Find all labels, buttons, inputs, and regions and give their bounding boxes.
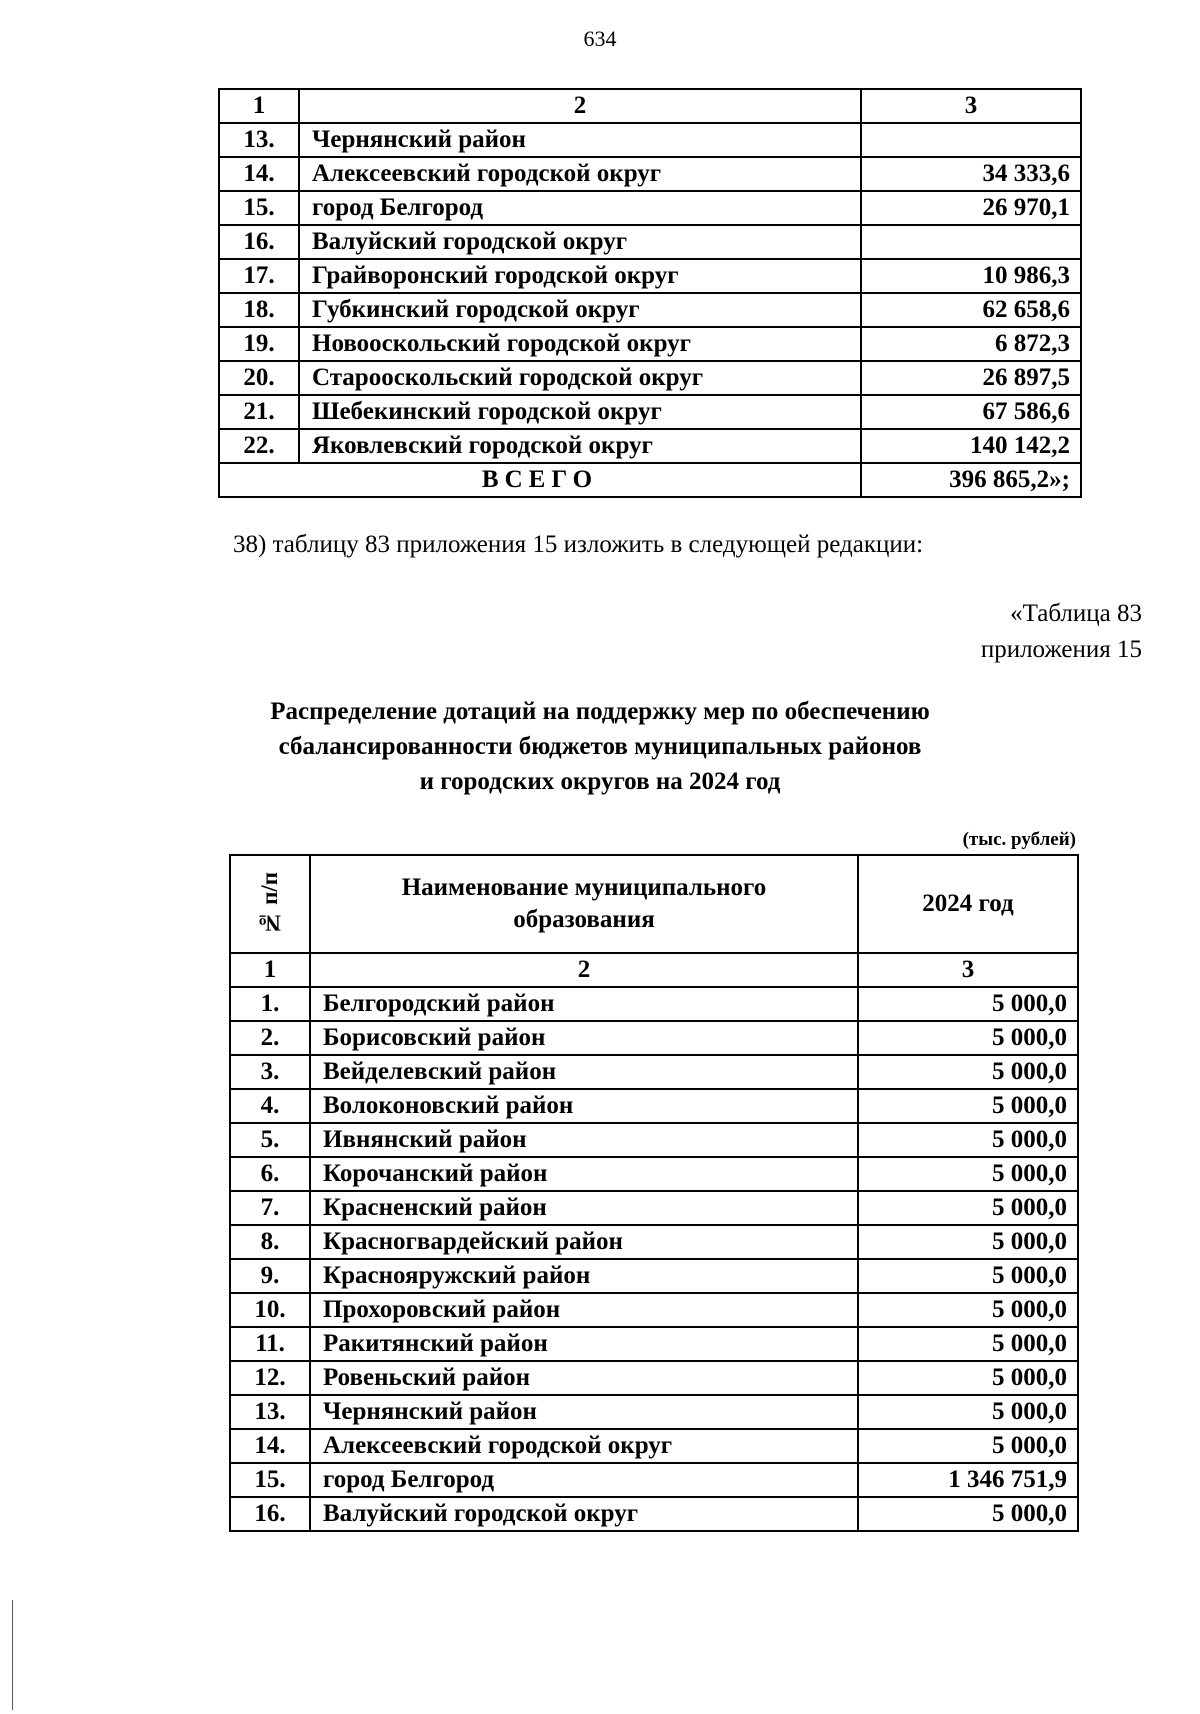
row-value: 67 586,6 [861,395,1081,429]
col-num-header-text: № п/п [257,872,282,936]
table-row [230,1089,1078,1123]
row-value: 5 000,0 [858,1429,1078,1463]
scan-margin-line [12,1600,13,1710]
row-number: 3. [230,1055,310,1089]
row-name: Красногвардейский район [310,1225,858,1259]
row-value: 5 000,0 [858,1327,1078,1361]
row-value: 5 000,0 [858,1225,1078,1259]
row-number: 10. [230,1293,310,1327]
row-name: Алексеевский городской округ [299,157,861,191]
table-caption-line: приложения 15 [980,636,1142,663]
row-value: 5 000,0 [858,1259,1078,1293]
main-table-index-row [230,953,1078,987]
row-name: Шебекинский городской округ [299,395,861,429]
row-number: 19. [219,327,299,361]
row-value: 34 333,6 [861,157,1081,191]
title-line: Распределение дотаций на поддержку мер по обеспечению [270,698,930,725]
table-row [230,1429,1078,1463]
row-value: 5 000,0 [858,1089,1078,1123]
row-name: Чернянский район [310,1395,858,1429]
row-value: 5 000,0 [858,1361,1078,1395]
row-value [861,123,1081,157]
row-name: город Белгород [299,191,861,225]
row-number: 1. [230,987,310,1021]
row-value: 6 872,3 [861,327,1081,361]
row-number: 4. [230,1089,310,1123]
table-row [219,395,1081,429]
table-row [219,361,1081,395]
table-row [230,1293,1078,1327]
row-value: 5 000,0 [858,1055,1078,1089]
index-cell: 3 [861,89,1081,123]
row-number: 11. [230,1327,310,1361]
table-row [230,1123,1078,1157]
index-cell: 1 [230,953,310,987]
row-name: Прохоровский район [310,1293,858,1327]
row-value: 140 142,2 [861,429,1081,463]
total-row [219,463,1081,497]
row-number: 15. [219,191,299,225]
index-cell: 1 [219,89,299,123]
row-value: 5 000,0 [858,1157,1078,1191]
table-caption-line: «Таблица 83 [1010,600,1142,627]
instruction-text: 38) таблицу 83 приложения 15 изложить в следующей редакции: [233,531,924,558]
row-number: 8. [230,1225,310,1259]
row-name: Краснояружский район [310,1259,858,1293]
col-name-header-line: Наименование муниципального [401,874,767,901]
table-row [230,1225,1078,1259]
row-name: Красненский район [310,1191,858,1225]
row-number: 12. [230,1361,310,1395]
row-value: 5 000,0 [858,1497,1078,1531]
table-row [219,191,1081,225]
table-row [230,1259,1078,1293]
table-row [230,987,1078,1021]
row-number: 18. [219,293,299,327]
row-name: Губкинский городской округ [299,293,861,327]
top-table-index-row [219,89,1081,123]
main-table [229,854,1079,1532]
row-number: 20. [219,361,299,395]
index-cell: 2 [310,953,858,987]
row-name: Ракитянский район [310,1327,858,1361]
title-line: и городских округов на 2024 год [419,768,781,795]
units-label: (тыс. рублей) [962,829,1076,850]
row-number: 5. [230,1123,310,1157]
table-row [219,157,1081,191]
index-cell: 3 [858,953,1078,987]
row-name: Валуйский городской округ [299,225,861,259]
index-cell: 2 [299,89,861,123]
row-number: 13. [219,123,299,157]
row-number: 16. [219,225,299,259]
table-row [219,225,1081,259]
row-number: 14. [219,157,299,191]
row-name: Алексеевский городской округ [310,1429,858,1463]
row-number: 16. [230,1497,310,1531]
table-row [219,429,1081,463]
row-value: 1 346 751,9 [858,1463,1078,1497]
row-name: Борисовский район [310,1021,858,1055]
row-number: 21. [219,395,299,429]
table-row [230,1497,1078,1531]
row-number: 2. [230,1021,310,1055]
row-name: Белгородский район [310,987,858,1021]
row-name: Чернянский район [299,123,861,157]
row-number: 22. [219,429,299,463]
table-row [230,1463,1078,1497]
page-number: 634 [583,26,617,51]
table-caption [981,596,1142,668]
col-name-header [310,855,858,953]
row-number: 15. [230,1463,310,1497]
row-value: 26 897,5 [861,361,1081,395]
row-name: Корочанский район [310,1157,858,1191]
table-row [219,259,1081,293]
row-number: 7. [230,1191,310,1225]
row-value: 26 970,1 [861,191,1081,225]
row-value: 10 986,3 [861,259,1081,293]
table-row [230,1055,1078,1089]
table-row [219,123,1081,157]
row-number: 13. [230,1395,310,1429]
row-value: 5 000,0 [858,987,1078,1021]
row-value: 5 000,0 [858,1021,1078,1055]
col-name-header-line: образования [513,906,655,933]
row-name: Ровеньский район [310,1361,858,1395]
title-line: сбалансированности бюджетов муниципальных районов [278,733,922,760]
col-year-header: 2024 год [858,855,1078,953]
table-row [219,327,1081,361]
table-row [230,1327,1078,1361]
main-table-header-row [230,855,1078,953]
row-name: Яковлевский городской округ [299,429,861,463]
top-table [218,88,1082,498]
row-value: 5 000,0 [858,1395,1078,1429]
total-label: ВСЕГО [219,463,861,497]
row-name: Волоконовский район [310,1089,858,1123]
row-value: 5 000,0 [858,1293,1078,1327]
row-name: город Белгород [310,1463,858,1497]
table-row [230,1021,1078,1055]
table-row [230,1395,1078,1429]
table-row [230,1157,1078,1191]
row-name: Ивнянский район [310,1123,858,1157]
row-number: 17. [219,259,299,293]
row-name: Грайворонский городской округ [299,259,861,293]
table-row [230,1191,1078,1225]
row-value: 62 658,6 [861,293,1081,327]
row-number: 14. [230,1429,310,1463]
row-value: 5 000,0 [858,1191,1078,1225]
row-name: Новооскольский городской округ [299,327,861,361]
total-value: 396 865,2»; [861,463,1081,497]
row-number: 6. [230,1157,310,1191]
table-row [219,293,1081,327]
row-number: 9. [230,1259,310,1293]
row-value [861,225,1081,259]
row-name: Вейделевский район [310,1055,858,1089]
row-name: Старооскольский городской округ [299,361,861,395]
col-num-header [230,855,310,953]
table-row [230,1361,1078,1395]
row-value: 5 000,0 [858,1123,1078,1157]
document-title [200,694,1000,799]
row-name: Валуйский городской округ [310,1497,858,1531]
